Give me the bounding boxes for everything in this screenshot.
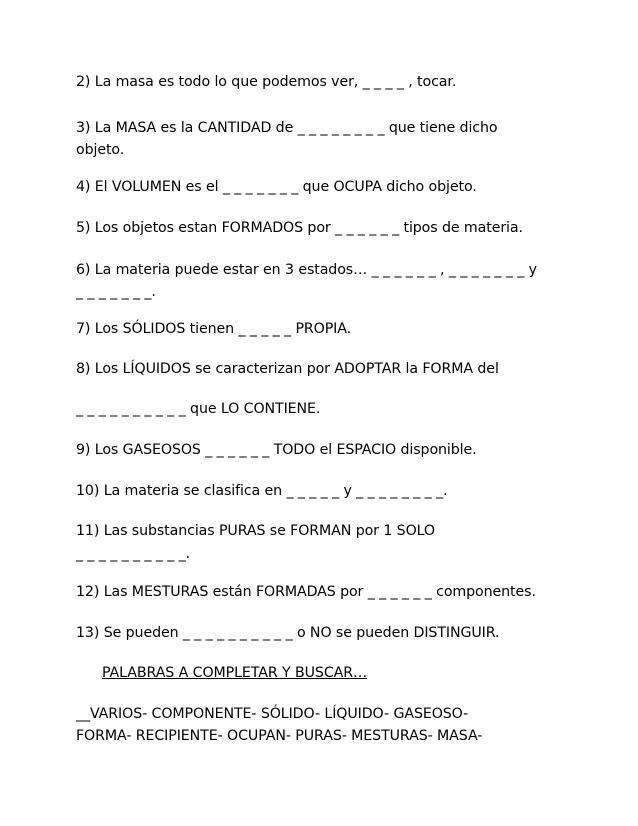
question-4-line-1: 4) El VOLUMEN es el _ _ _ _ _ _ _ que OCUPA dicho objeto. — [76, 179, 477, 195]
question-6-line-1: 6) La materia puede estar en 3 estados… _ _ _ _ _ _ , _ _ _ _ _ _ _ y — [76, 262, 537, 278]
question-8-line-1: 8) Los LÍQUIDOS se caracterizan por ADOPTAR la FORMA del — [76, 361, 499, 377]
question-3-line-1: 3) La MASA es la CANTIDAD de _ _ _ _ _ _ _ _ que tiene dicho — [76, 120, 498, 136]
question-7-line-1: 7) Los SÓLIDOS tienen _ _ _ _ _ PROPIA. — [76, 321, 352, 337]
word-bank-line-1: __VARIOS- COMPONENTE- SÓLIDO- LÍQUIDO- GASEOSO- — [76, 706, 469, 722]
word-bank-heading: PALABRAS A COMPLETAR Y BUSCAR… — [102, 665, 368, 681]
question-3-line-2: objeto. — [76, 142, 125, 158]
question-11-line-2: _ _ _ _ _ _ _ _ _ _. — [76, 546, 191, 562]
question-11-line-1: 11) Las substancias PURAS se FORMAN por 1 SOLO — [76, 523, 435, 539]
question-6-line-2: _ _ _ _ _ _ _. — [76, 284, 156, 300]
word-bank-line-2: FORMA- RECIPIENTE- OCUPAN- PURAS- MESTURAS- MASA- — [76, 728, 483, 744]
question-9-line-1: 9) Los GASEOSOS _ _ _ _ _ _ TODO el ESPACIO disponible. — [76, 442, 477, 458]
question-8-line-2: _ _ _ _ _ _ _ _ _ _ que LO CONTIENE. — [76, 401, 321, 417]
question-10-line-1: 10) La materia se clasifica en _ _ _ _ _ y _ _ _ _ _ _ _ _. — [76, 483, 448, 499]
question-2-line-1: 2) La masa es todo lo que podemos ver, _ _ _ _ , tocar. — [76, 74, 457, 90]
question-12-line-1: 12) Las MESTURAS están FORMADAS por _ _ _ _ _ _ componentes. — [76, 584, 536, 600]
question-13-line-1: 13) Se pueden _ _ _ _ _ _ _ _ _ _ o NO se pueden DISTINGUIR. — [76, 625, 500, 641]
question-5-line-1: 5) Los objetos estan FORMADOS por _ _ _ _ _ _ tipos de materia. — [76, 220, 523, 236]
